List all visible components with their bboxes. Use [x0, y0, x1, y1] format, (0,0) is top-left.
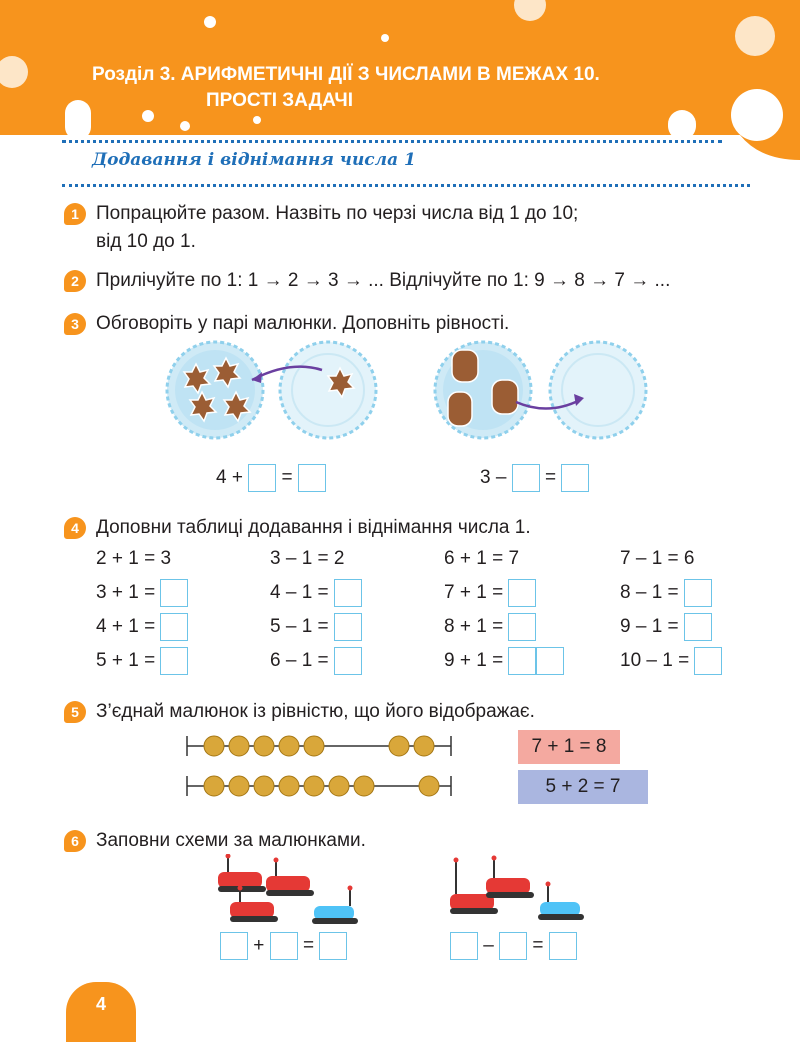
table-cell: [270, 578, 362, 608]
equation-part: 9 + 1 =: [444, 650, 504, 671]
task-5-text: З’єднай малюнок із рівністю, що його відображає.: [96, 701, 535, 722]
equation-part: 7 + 1 =: [444, 582, 504, 603]
answer-box[interactable]: [334, 579, 362, 607]
task-4-text: Доповни таблиці додавання і віднімання числа 1.: [96, 517, 531, 538]
answer-box[interactable]: [508, 579, 536, 607]
answer-box[interactable]: [160, 579, 188, 607]
equation-part: 10 – 1 =: [620, 650, 690, 671]
chapter-title: [92, 62, 752, 114]
equation-part: 8 + 1 =: [444, 616, 504, 637]
answer-box[interactable]: [694, 647, 722, 675]
table-cell: 7 – 1 = 6: [620, 548, 695, 569]
answer-box[interactable]: [508, 647, 536, 675]
page-number: 4: [66, 982, 136, 1042]
equation-part: 8 – 1 =: [620, 582, 679, 603]
table-cell: 6 + 1 = 7: [444, 548, 520, 569]
task-3-equation-left: [216, 463, 326, 493]
answer-box[interactable]: [561, 464, 589, 492]
chapter-title-line2: ПРОСТІ ЗАДАЧІ: [206, 90, 354, 111]
equation-card-2[interactable]: 5 + 2 = 7: [518, 770, 648, 804]
bumper-cars-group-left: [210, 854, 370, 930]
task-number-badge: 3: [64, 313, 86, 335]
equation-part: 4 + 1 =: [96, 616, 156, 637]
equals-sign: =: [532, 935, 544, 956]
bumper-cars-group-right: [440, 854, 600, 930]
answer-box[interactable]: [684, 579, 712, 607]
plates-mittens-illustration: [428, 340, 660, 440]
section-title: Додавання і віднімання числа 1: [92, 150, 416, 170]
table-cell: [620, 578, 712, 608]
task-3-equation-right: [480, 463, 589, 493]
task-number-badge: 6: [64, 830, 86, 852]
equals-sign: =: [544, 467, 557, 488]
table-cell: [96, 612, 188, 642]
equation-part: 9 – 1 =: [620, 616, 679, 637]
table-cell: [620, 612, 712, 642]
equation-card-1[interactable]: 7 + 1 = 8: [518, 730, 620, 764]
task-number-badge: 4: [64, 517, 86, 539]
answer-box[interactable]: [334, 613, 362, 641]
table-cell: [444, 646, 564, 676]
answer-box[interactable]: [549, 932, 577, 960]
dotted-divider-bottom: [62, 184, 750, 187]
equation-part: 5 + 1 =: [96, 650, 156, 671]
answer-box[interactable]: [298, 464, 326, 492]
answer-box[interactable]: [319, 932, 347, 960]
table-cell: [96, 578, 188, 608]
plus-sign: +: [253, 935, 265, 956]
equals-sign: =: [281, 467, 293, 488]
equation-part: 3 + 1 =: [96, 582, 156, 603]
table-cell: [270, 612, 362, 642]
abacus-row-1: [184, 732, 454, 760]
equation-part: 4 +: [216, 467, 243, 488]
answer-box[interactable]: [334, 647, 362, 675]
table-cell: [444, 578, 536, 608]
task-6-scheme-left: [220, 931, 347, 961]
answer-box[interactable]: [536, 647, 564, 675]
equals-sign: =: [302, 935, 315, 956]
chapter-title-line1: Розділ 3. АРИФМЕТИЧНІ ДІЇ З ЧИСЛАМИ В МЕЖАХ 10.: [92, 64, 600, 85]
answer-box[interactable]: [248, 464, 276, 492]
answer-box[interactable]: [499, 932, 527, 960]
table-cell: [620, 646, 722, 676]
task-1-line1: Попрацюйте разом. Назвіть по черзі числа від 1 до 10;: [96, 203, 579, 224]
task-6-text: Заповни схеми за малюнками.: [96, 830, 366, 851]
dotted-divider-top: [62, 140, 722, 143]
table-cell: 2 + 1 = 3: [96, 548, 172, 569]
answer-box[interactable]: [270, 932, 298, 960]
answer-box[interactable]: [160, 613, 188, 641]
table-cell: 3 – 1 = 2: [270, 548, 345, 569]
table-cell: [96, 646, 188, 676]
answer-box[interactable]: [450, 932, 478, 960]
equation-part: 5 – 1 =: [270, 616, 329, 637]
equation-part: 3 –: [480, 467, 507, 488]
abacus-row-2: [184, 772, 454, 800]
task-3-text: Обговоріть у парі малюнки. Доповніть рівності.: [96, 313, 510, 334]
task-number-badge: 5: [64, 701, 86, 723]
table-cell: [444, 612, 536, 642]
table-cell: [270, 646, 362, 676]
task-number-badge: 1: [64, 203, 86, 225]
minus-sign: –: [483, 935, 494, 956]
task-number-badge: 2: [64, 270, 86, 292]
task-1-text: [96, 200, 578, 256]
equation-part: 6 – 1 =: [270, 650, 329, 671]
task-1-line2: від 10 до 1.: [96, 231, 196, 252]
answer-box[interactable]: [684, 613, 712, 641]
plates-cookies-illustration: [160, 340, 390, 440]
answer-box[interactable]: [512, 464, 540, 492]
answer-box[interactable]: [508, 613, 536, 641]
answer-box[interactable]: [220, 932, 248, 960]
equation-part: 4 – 1 =: [270, 582, 329, 603]
task-6-scheme-right: [450, 931, 577, 961]
answer-box[interactable]: [160, 647, 188, 675]
task-2-text: Прилічуйте по 1: 1 → 2 → 3 → ... Відлічуйте по 1: 9 → 8 → 7 → ...: [96, 270, 671, 291]
